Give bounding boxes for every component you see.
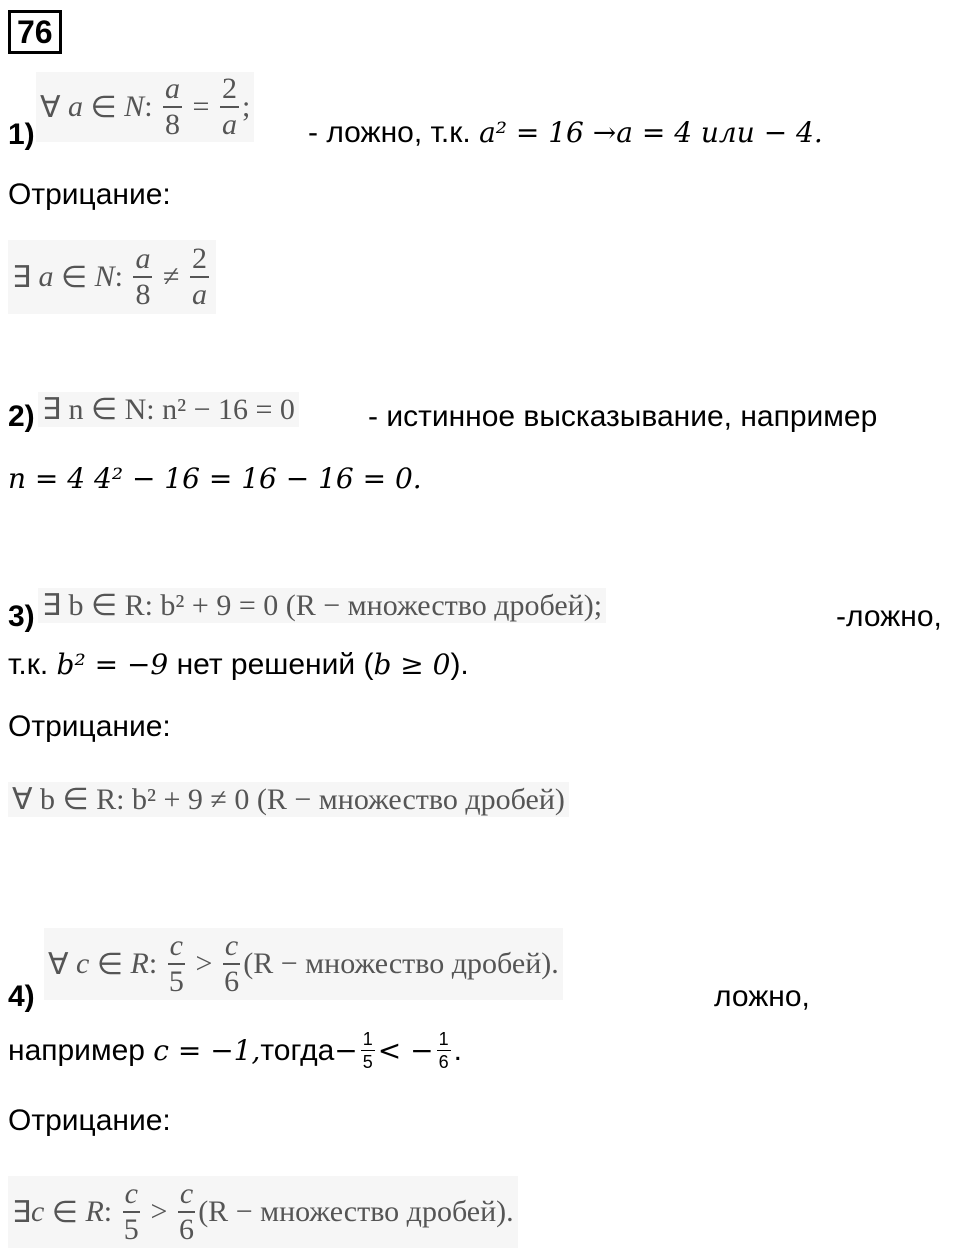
item-3-reason: т.к. b² = −9 нет решений (b ≥ 0). <box>8 648 469 681</box>
item-1-statement: ∀ a ∈ N : $\frac{a}{8}$ = $\frac{2}{a}$ ; <box>36 72 254 142</box>
item-2-example: n = 4 4² − 16 = 16 − 16 = 0. <box>8 462 422 495</box>
item-2-label: 2) <box>8 400 35 433</box>
item-1-negation: ∃ a ∈ N : $\frac{a}{8}$ ≠ $\frac{2}{a}$ <box>8 240 216 314</box>
operator: = <box>192 90 210 123</box>
item-3-statement: ∃ b ∈ R: b² + 9 = 0 (R − множество дробей); <box>38 588 606 623</box>
item-3-negation-heading: Отрицание: <box>8 710 171 743</box>
item-2-comment: - истинное высказывание, например <box>368 400 878 433</box>
item-2-statement: ∃ n ∈ N: n² − 16 = 0 <box>38 392 299 427</box>
item-4-comment: ложно, <box>714 980 810 1013</box>
fraction-lhs: $\frac{a}{8}$ <box>165 72 181 141</box>
item-4-negation: ∃ c ∈ R : $\frac{c}{5}$ > $\frac{c}{6}$ (R − множество дробей). <box>8 1176 518 1248</box>
item-4-negation-heading: Отрицание: <box>8 1104 171 1137</box>
item-4-label: 4) <box>8 980 35 1013</box>
terminator: ; <box>241 90 251 123</box>
item-3-negation: ∀ b ∈ R: b² + 9 ≠ 0 (R − множество дробей) <box>8 782 569 817</box>
fraction-rhs: $\frac{2}{a}$ <box>221 72 237 141</box>
item-1-comment-math: a² = 16 →a = 4 или − 4. <box>479 116 823 149</box>
item-1-comment: - ложно, т.к. a² = 16 →a = 4 или − 4. <box>308 116 823 149</box>
item-3-comment: -ложно, <box>836 600 942 633</box>
item-1-label: 1) <box>8 118 35 151</box>
variable: a <box>68 90 84 123</box>
item-4-example: например c = −1, тогда − $\frac{1}{5}$ < − $\frac{1}{6}$ . <box>8 1029 462 1072</box>
problem-number: 76 <box>8 10 62 54</box>
set-name: N <box>124 90 145 123</box>
item-3-label: 3) <box>8 600 35 633</box>
item-4-statement: ∀ c ∈ R : $\frac{c}{5}$ > $\frac{c}{6}$ (R − множество дробей). <box>44 928 563 1000</box>
item-1-negation-heading: Отрицание: <box>8 178 171 211</box>
quantifier: ∀ <box>40 90 61 124</box>
